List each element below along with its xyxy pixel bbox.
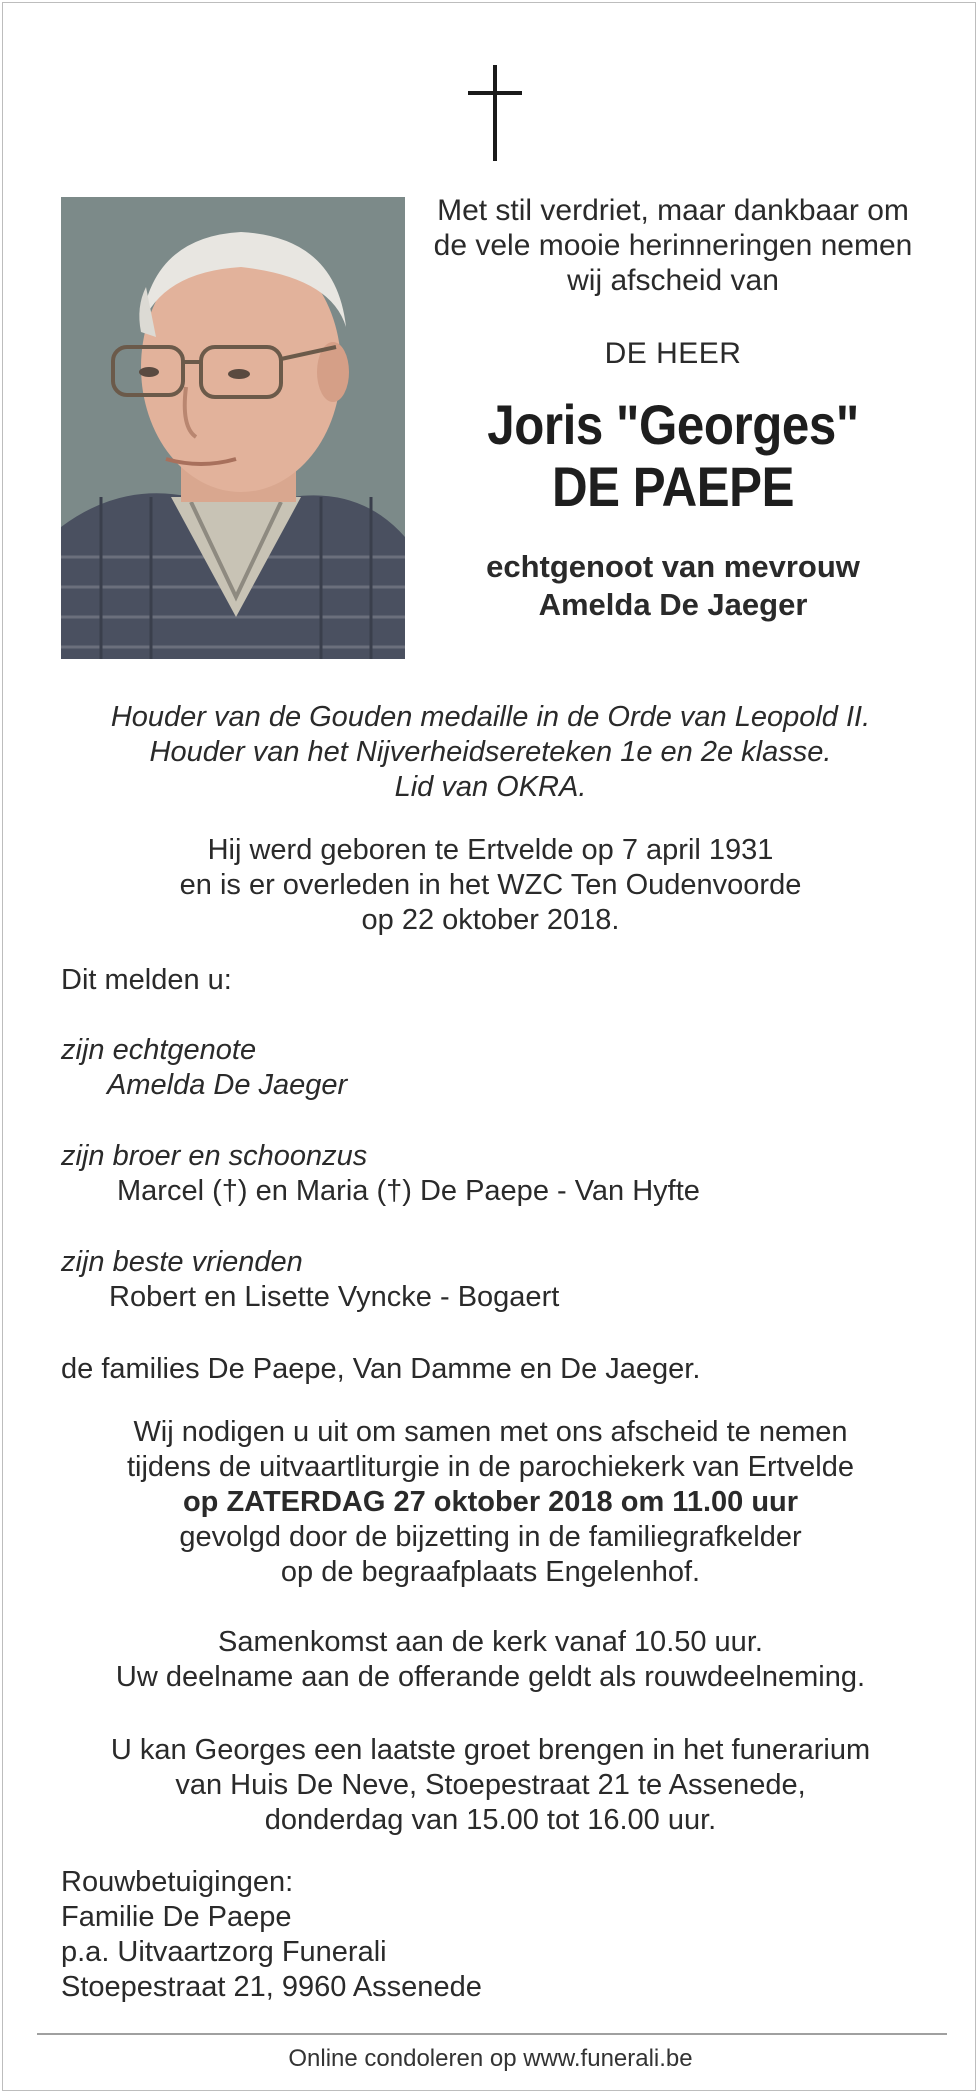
visit-block [43,1733,938,1838]
announce-line [61,963,941,998]
deceased-name [449,394,898,518]
gathering-block [43,1625,938,1695]
relation-sibling [61,1139,941,1209]
honorific-title: DE HEER [604,337,742,370]
relation-names: Marcel (†) en Maria (†) De Paepe - Van Hyfte [117,1175,700,1207]
intro-line: de vele mooie herinneringen nemen [433,229,913,262]
families-text: de families De Paepe, Van Damme en De Jaeger. [61,1353,701,1385]
condolences-line: Stoepestraat 21, 9960 Assenede [61,1971,482,2003]
invitation-block [43,1415,938,1590]
intro-block [418,193,928,624]
spouse-relation: echtgenoot van mevrouw [486,549,860,584]
condolences-line: p.a. Uitvaartzorg Funerali [61,1936,387,1968]
intro-line: Met stil verdriet, maar dankbaar om [437,194,909,227]
life-dates-line: en is er overleden in het WZC Ten Oudenvoorde [179,869,802,901]
honor-line: Houder van de Gouden medaille in de Orde van Leopold II. [110,701,871,733]
invitation-line: tijdens de uitvaartliturgie in de parochiekerk van Ertvelde [126,1451,854,1483]
condolences-block [61,1865,941,2005]
footer-link[interactable]: Online condoleren op www.funerali.be [288,2045,693,2072]
relation-label: zijn broer en schoonzus [61,1140,368,1172]
visit-line: van Huis De Neve, Stoepestraat 21 te Assenede, [175,1769,806,1801]
condolences-heading: Rouwbetuigingen: [61,1866,294,1898]
visit-line: donderdag van 15.00 tot 16.00 uur. [264,1804,717,1836]
invitation-line: gevolgd door de bijzetting in de familiegrafkelder [179,1521,802,1553]
relation-friends [61,1245,941,1315]
gathering-line: Samenkomst aan de kerk vanaf 10.50 uur. [218,1626,763,1658]
honor-line: Lid van OKRA. [394,771,587,803]
funeral-date: op ZATERDAG 27 oktober 2018 om 11.00 uur [182,1486,799,1518]
visit-line: U kan Georges een laatste groet brengen in het funerarium [110,1734,871,1766]
relation-names: Robert en Lisette Vyncke - Bogaert [109,1281,560,1313]
families-line [61,1352,941,1387]
deceased-name-line: Joris "Georges" [487,393,859,456]
invitation-line: op de begraafplaats Engelenhof. [280,1556,701,1588]
life-dates-line: op 22 oktober 2018. [361,904,620,936]
intro-line: wij afscheid van [567,264,779,297]
relation-spouse [61,1033,941,1103]
relation-label: zijn echtgenote [61,1034,257,1066]
condolences-line: Familie De Paepe [61,1901,292,1933]
footer-divider [37,2033,947,2035]
obituary-card [2,2,976,2091]
relation-label: zijn beste vrienden [61,1246,303,1278]
life-dates-block [43,833,938,938]
spouse-info [418,548,928,624]
portrait-photo [61,197,405,659]
life-dates-line: Hij werd geboren te Ertvelde op 7 april 1931 [207,834,774,866]
relation-names: Amelda De Jaeger [107,1069,348,1101]
cross-icon [468,65,522,161]
honors-block [43,700,938,805]
deceased-surname: DE PAEPE [551,455,795,518]
invitation-line: Wij nodigen u uit om samen met ons afscheid te nemen [133,1416,848,1448]
spouse-name: Amelda De Jaeger [538,587,808,622]
honor-line: Houder van het Nijverheidsereteken 1e en 2e klasse. [149,736,832,768]
announce-text: Dit melden u: [61,964,232,996]
gathering-line: Uw deelname aan de offerande geldt als rouwdeelneming. [115,1661,866,1693]
